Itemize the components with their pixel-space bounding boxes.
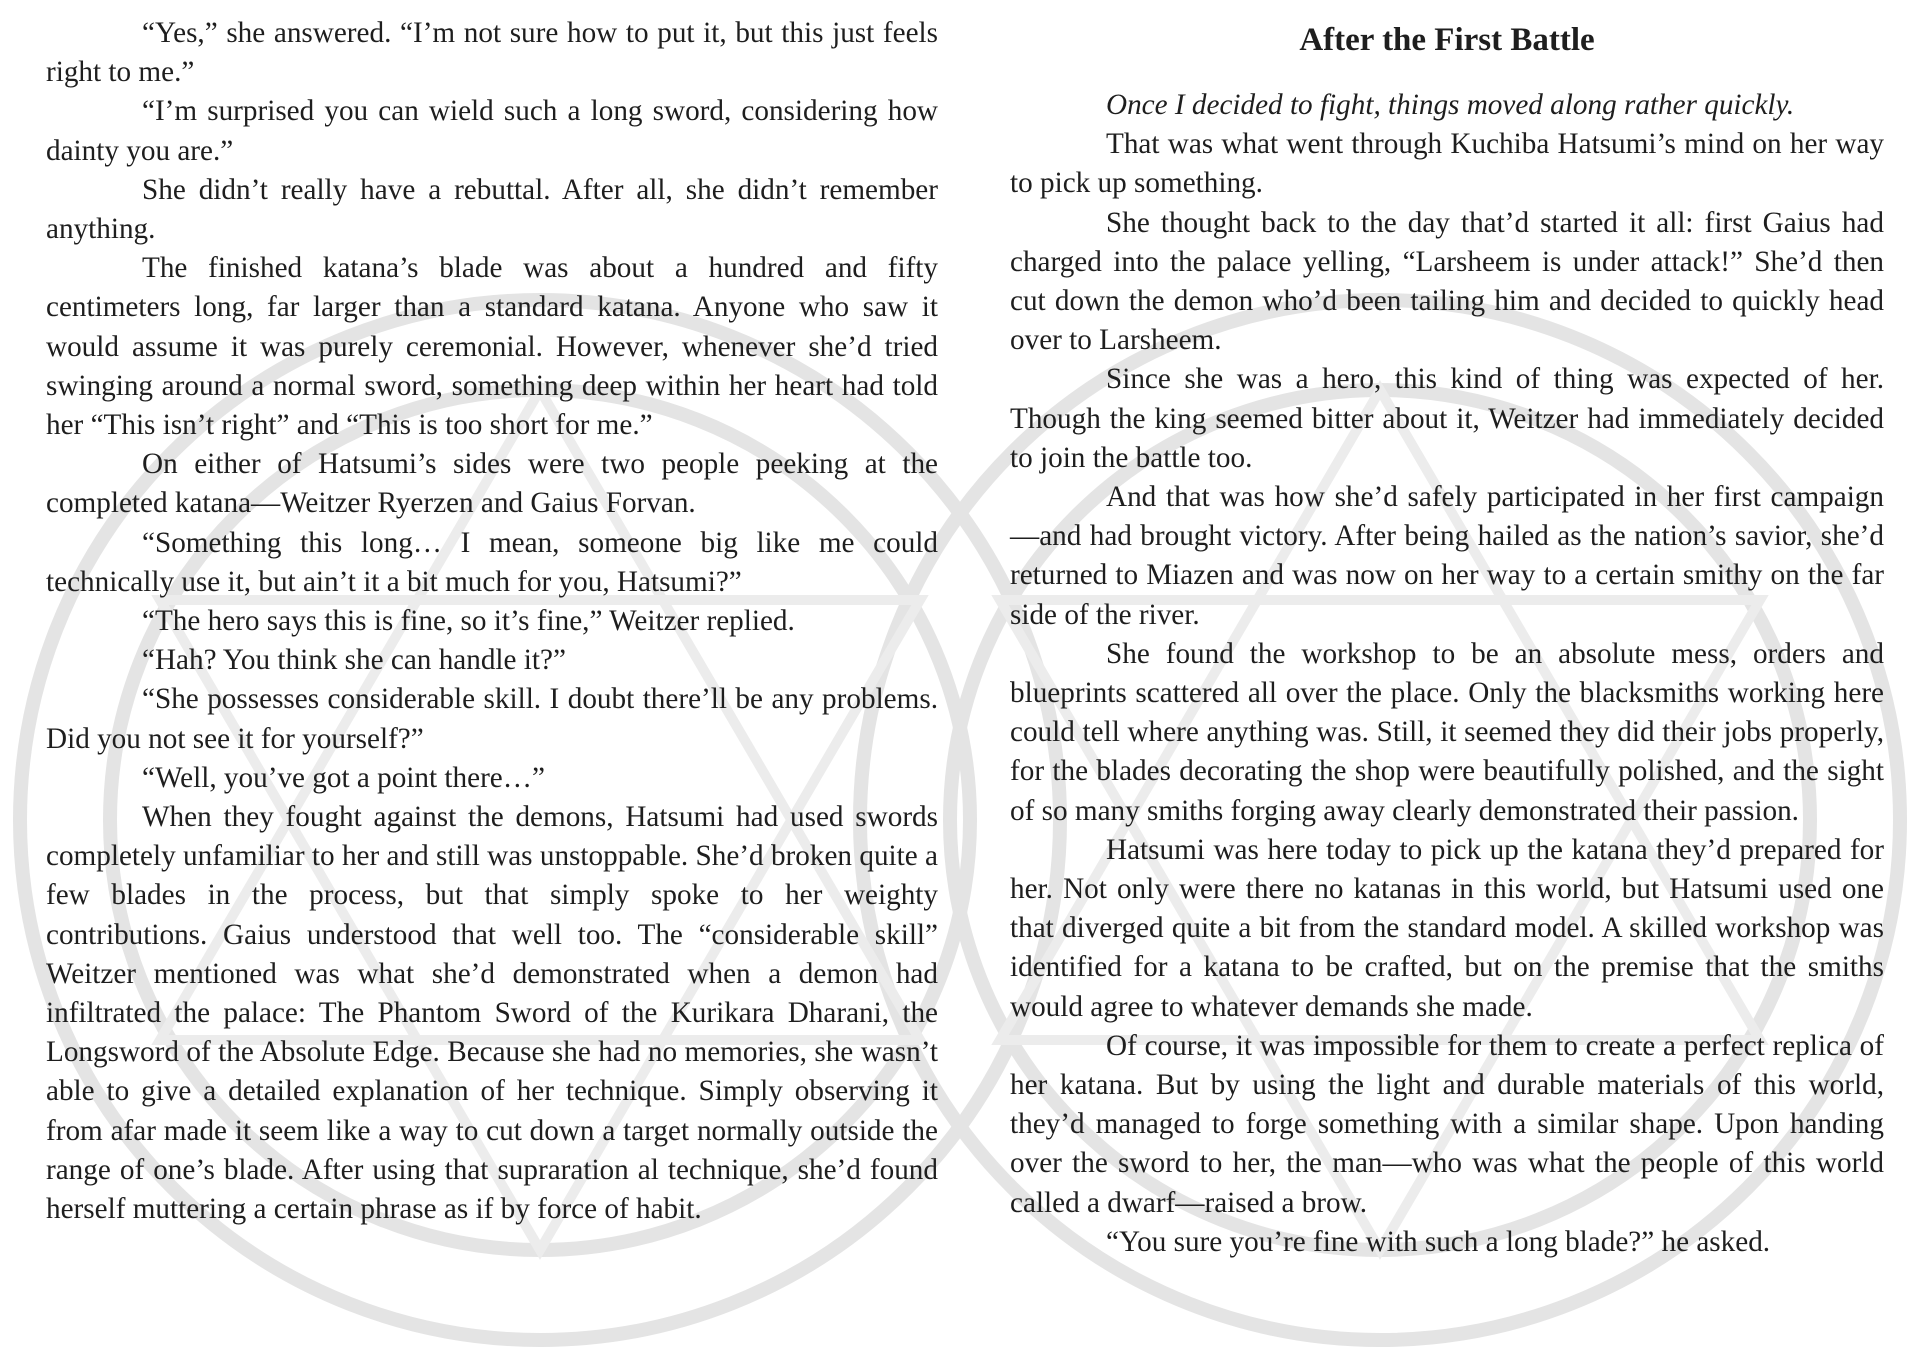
paragraph: “I’m surprised you can wield such a long sword, considering how dainty you are.” <box>46 95 938 167</box>
chapter-title: After the First Battle <box>1299 22 1595 58</box>
paragraph: “She possesses considerable skill. I doubt there’ll be any problems. Did you not see it for yourself?” <box>46 683 938 755</box>
paragraph: Hatsumi was here today to pick up the katana they’d prepared for her. Not only were there no katanas in this world, but Hatsumi used one that diverged quite a bit from the standard model. A skilled workshop was identified for a katana to be crafted, but on the premise that the smiths would agree to whatever demands she made. <box>1010 833 1884 1023</box>
paragraph: Of course, it was impossible for them to create a perfect replica of her katana. But by using the light and durable materials of this world, they’d managed to forge something with a similar shape. Upon handing over the sword to her, the man—who was what the people of this world called a dwarf—raised a brow. <box>1010 1029 1884 1219</box>
paragraph: That was what went through Kuchiba Hatsumi’s mind on her way to pick up something. <box>1010 128 1884 200</box>
paragraph: On either of Hatsumi’s sides were two people peeking at the completed katana—Weitzer Ryerzen and Gaius Forvan. <box>46 448 938 520</box>
paragraph: “Yes,” she answered. “I’m not sure how to put it, but this just feels right to me.” <box>46 17 938 89</box>
paragraph: “The hero says this is fine, so it’s fine,” Weitzer replied. <box>142 605 795 638</box>
paragraph: “Hah? You think she can handle it?” <box>142 644 566 677</box>
paragraph: When they fought against the demons, Hatsumi had used swords completely unfamiliar to her and still was unstoppable. She’d broken quite a few blades in the process, but that simply spoke to her weighty contributions. Gaius understood that well too. The “considerable skill” Weitzer mentioned was what she’d demonstrated when a demon had infiltrated the palace: The Phantom Sword of the Kurikara Dharani, the Longsword of the Absolute Edge. Because she had no memories, she wasn’t able to give a detailed explanation of her technique. Simply observing it from afar made it seem like a way to cut down a target normally outside the range of one’s blade. After using that supraration al technique, she’d found herself muttering a certain phrase as if by force of habit. <box>46 801 938 1226</box>
paragraph: “Well, you’ve got a point there…” <box>142 761 545 794</box>
right-page <box>1010 14 1884 1262</box>
paragraph: The finished katana’s blade was about a hundred and fifty centimeters long, far larger than a standard katana. Anyone who saw it would assume it was purely ceremonial. However, whenever she’d tried swinging around a normal sword, something deep within her heart had told her “This isn’t right” and “This is too short for me.” <box>46 252 938 442</box>
paragraph: She found the workshop to be an absolute mess, orders and blueprints scattered all over the place. Only the blacksmiths working here could tell where anything was. Still, it seemed they did their jobs properly, for the blades decorating the shop were beautifully polished, and the sight of so many smiths forging away clearly demonstrated their passion. <box>1010 637 1884 827</box>
paragraph: She thought back to the day that’d started it all: first Gaius had charged into the palace yelling, “Larsheem is under attack!” She’d then cut down the demon who’d been tailing him and decided to quickly head over to Larsheem. <box>1010 206 1884 357</box>
paragraph: Since she was a hero, this kind of thing was expected of her. Though the king seemed bitter about it, Weitzer had immediately decided to join the battle too. <box>1010 363 1884 474</box>
paragraph: And that was how she’d safely participated in her first campaign—and had brought victory. After being hailed as the nation’s savior, she’d returned to Miazen and was now on her way to a certain smithy on the far side of the river. <box>1010 481 1884 631</box>
paragraph-italic-opening: Once I decided to fight, things moved along rather quickly. <box>1106 89 1795 121</box>
paragraph: She didn’t really have a rebuttal. After all, she didn’t remember anything. <box>46 173 938 246</box>
paragraph: “You sure you’re fine with such a long blade?” he asked. <box>1106 1225 1771 1258</box>
paragraph: “Something this long… I mean, someone big like me could technically use it, but ain’t it a bit much for you, Hatsumi?” <box>46 526 938 598</box>
left-page <box>46 14 938 1229</box>
